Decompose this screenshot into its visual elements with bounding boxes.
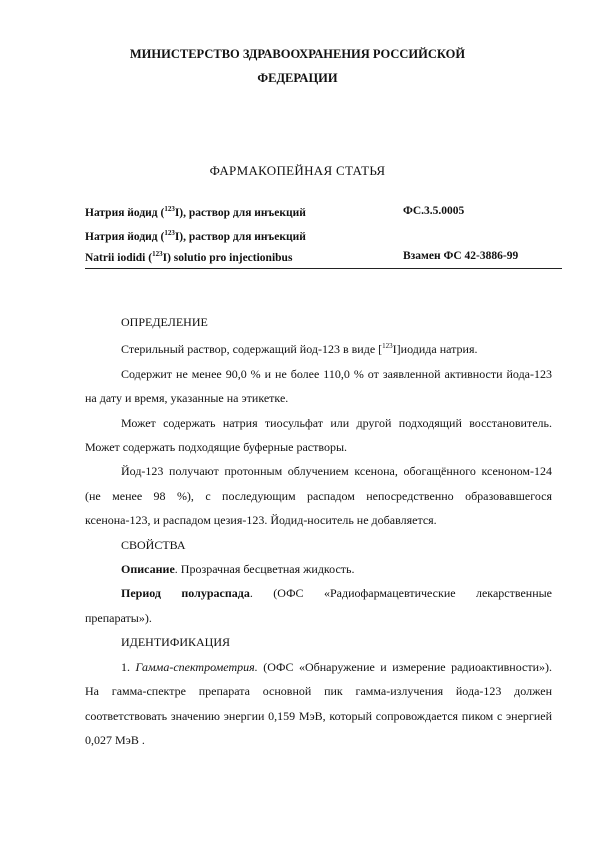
definition-paragraph-3: Может содержать натрия тиосульфат или другой подходящий восстановитель. Может содержать подходящие буферные растворы. [85, 415, 552, 455]
header-row-3 [85, 250, 547, 264]
ministry-line-2: ФЕДЕРАЦИИ [257, 71, 338, 85]
section-heading-definition: ОПРЕДЕЛЕНИЕ [121, 315, 208, 329]
definition-paragraph-2: Содержит не менее 90,0 % и не более 110,0 % от заявленной активности йода-123 на дату и время, указанные на этикетке. [85, 366, 552, 406]
ministry-heading [80, 42, 515, 90]
document-title: ФАРМАКОПЕЙНАЯ СТАТЬЯ [209, 163, 386, 178]
drug-name-ru-2: Натрия йодид ($^{123}$I), раствор для инъекций [85, 229, 306, 243]
header-divider [85, 268, 562, 269]
drug-name-ru: Натрия йодид ($^{123}$I), раствор для инъекций [85, 205, 306, 219]
drug-name-latin: Natrii iodidi ($^{123}$I) solutio pro injectionibus [85, 250, 293, 264]
description-paragraph: Описание. Прозрачная бесцветная жидкость. [121, 562, 355, 577]
ministry-line-1: МИНИСТЕРСТВО ЗДРАВООХРАНЕНИЯ РОССИЙСКОЙ [129, 47, 466, 61]
section-heading-properties: СВОЙСТВА [121, 537, 186, 552]
document-code: ФС.3.5.0005 [403, 205, 465, 217]
header-row-2 [85, 229, 547, 243]
document-body [85, 310, 553, 752]
identification-item-1: 1. Гамма-спектрометрия. (ОФС «Обнаружение и измерение радиоактивности»). На гамма-спектре препарата основной пик гамма-излучения йода-123 должен соответствовать значению энергии 0,159 МэВ, который сопровождается пиком с энергией 0,027 МэВ . [85, 659, 552, 747]
definition-paragraph-4: Йод-123 получают протонным облучением ксенона, обогащённого ксеноном-124 (не менее 98 %), с последующим распадом непосредственно образовавшегося ксенона-123, и распадом цезия-123. Йодид-носитель не добавляется. [85, 464, 552, 528]
definition-paragraph-1: Стерильный раствор, содержащий йод-123 в виде [$^{123}$I]иодида натрия. [121, 342, 478, 357]
section-heading-identification: ИДЕНТИФИКАЦИЯ [121, 635, 230, 650]
replaces-note: Взамен ФС 42-3886-99 [403, 250, 519, 262]
halflife-paragraph: Период полураспада. (ОФС «Радиофармацевтические лекарственные препараты»). [85, 586, 553, 625]
header-row-1 [85, 205, 547, 219]
